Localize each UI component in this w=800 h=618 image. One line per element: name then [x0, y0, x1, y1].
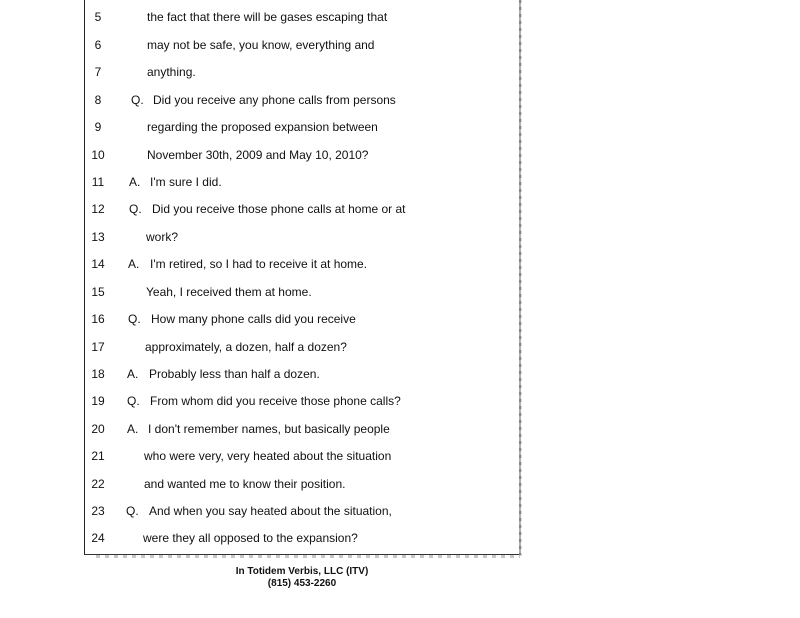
transcript-line — [0, 254, 520, 274]
line-number: 18 — [91, 367, 105, 381]
line-text: How many phone calls did you receive — [151, 312, 356, 326]
speaker-label: Q. — [126, 504, 139, 518]
transcript-line — [0, 391, 520, 411]
line-text: I'm sure I did. — [150, 175, 222, 189]
line-number: 8 — [94, 93, 102, 107]
speaker-label: Q. — [131, 93, 144, 107]
line-number: 11 — [91, 175, 105, 189]
line-text: Probably less than half a dozen. — [149, 367, 320, 381]
line-text: who were very, very heated about the situation — [144, 449, 392, 463]
speaker-label: A. — [127, 367, 139, 381]
transcript-line — [0, 309, 520, 329]
line-text: approximately, a dozen, half a dozen? — [145, 340, 347, 354]
transcript-line — [0, 117, 520, 137]
line-text: were they all opposed to the expansion? — [143, 531, 358, 545]
line-number: 21 — [91, 449, 105, 463]
line-text: Did you receive any phone calls from persons — [153, 93, 396, 107]
transcript-line — [0, 62, 520, 82]
transcript-page-frame — [84, 0, 521, 555]
line-text: I'm retired, so I had to receive it at home. — [150, 257, 368, 271]
line-text: Yeah, I received them at home. — [146, 285, 312, 299]
transcript-line — [0, 145, 520, 165]
transcript-line — [0, 419, 520, 439]
line-number: 14 — [91, 257, 105, 271]
line-text: may not be safe, you know, everything and — [147, 38, 375, 52]
line-number: 7 — [94, 65, 102, 79]
transcript-line — [0, 7, 520, 27]
line-text: work? — [146, 230, 179, 244]
line-text: Did you receive those phone calls at home or at — [152, 202, 406, 216]
line-number: 9 — [94, 120, 102, 134]
line-text: I don't remember names, but basically people — [148, 422, 390, 436]
speaker-label: A. — [128, 257, 140, 271]
transcript-line — [0, 446, 520, 466]
scan-edge-right — [519, 0, 522, 556]
speaker-label: Q. — [129, 202, 142, 216]
transcript-line — [0, 501, 520, 521]
line-number: 16 — [91, 312, 105, 326]
transcript-line — [0, 227, 520, 247]
footer-phone: (815) 453-2260 — [267, 578, 337, 589]
line-number: 20 — [91, 422, 105, 436]
line-text: And when you say heated about the situation, — [149, 504, 392, 518]
line-number: 23 — [91, 504, 105, 518]
line-text: November 30th, 2009 and May 10, 2010? — [147, 148, 369, 162]
line-number: 15 — [91, 285, 105, 299]
speaker-label: A. — [129, 175, 141, 189]
line-number: 6 — [94, 38, 102, 52]
line-number: 13 — [91, 230, 105, 244]
transcript-line — [0, 35, 520, 55]
transcript-line — [0, 474, 520, 494]
line-number: 17 — [91, 340, 105, 354]
transcript-line — [0, 282, 520, 302]
line-number: 22 — [91, 477, 105, 491]
line-number: 12 — [91, 202, 105, 216]
transcript-line — [0, 364, 520, 384]
transcript-line — [0, 337, 520, 357]
line-text: regarding the proposed expansion between — [147, 120, 378, 134]
speaker-label: A. — [127, 422, 139, 436]
speaker-label: Q. — [127, 394, 140, 408]
line-number: 5 — [94, 10, 102, 24]
transcript-line — [0, 90, 520, 110]
line-text: anything. — [147, 65, 196, 79]
transcript-line — [0, 172, 520, 192]
speaker-label: Q. — [128, 312, 141, 326]
line-number: 10 — [91, 148, 105, 162]
line-text: From whom did you receive those phone calls? — [150, 394, 401, 408]
line-text: and wanted me to know their position. — [144, 477, 346, 491]
transcript-line — [0, 199, 520, 219]
transcript-line — [0, 528, 520, 548]
line-number: 24 — [91, 531, 105, 545]
scan-edge-bottom — [96, 555, 520, 558]
line-text: the fact that there will be gases escaping that — [147, 10, 388, 24]
footer-company: In Totidem Verbis, LLC (ITV) — [235, 566, 369, 577]
line-number: 19 — [91, 394, 105, 408]
